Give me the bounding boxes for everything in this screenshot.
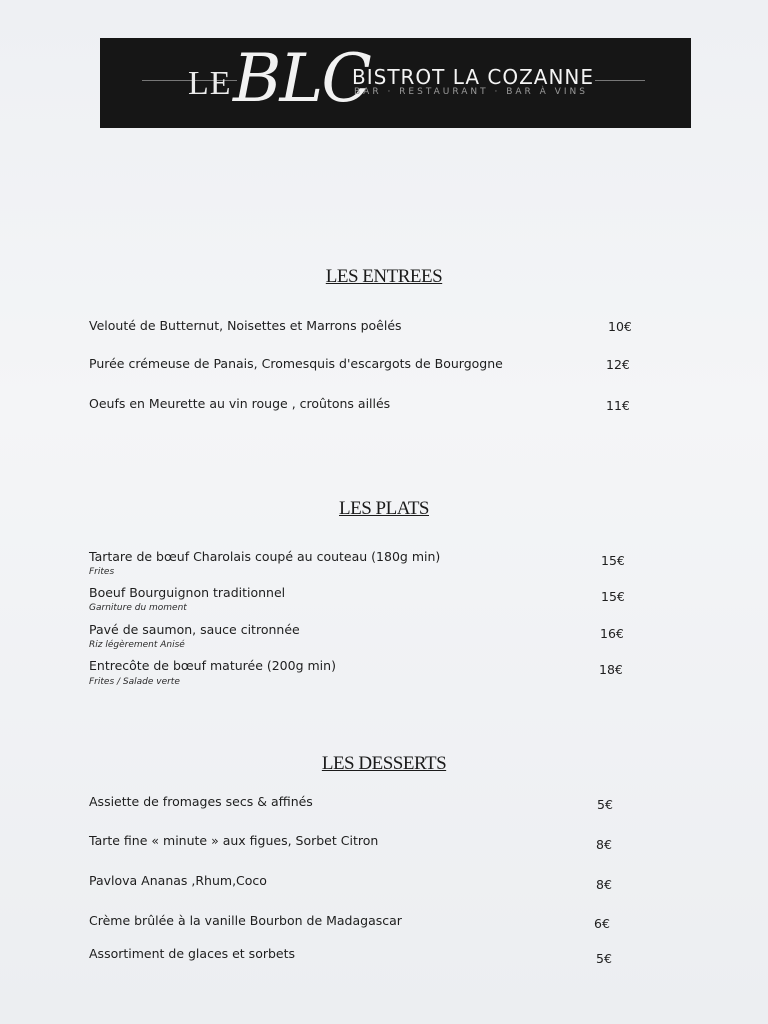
menu-item-name: Boeuf Bourguignon traditionnel (89, 585, 286, 600)
menu-item-price: 8€ (596, 837, 612, 852)
menu-item-name: Purée crémeuse de Panais, Cromesquis d'escargots de Bourgogne (89, 356, 503, 371)
section-title-entrees: LES ENTREES (325, 266, 443, 287)
menu-item-price: 5€ (597, 797, 613, 812)
ornament-line-right (595, 80, 645, 81)
menu-item-name: Velouté de Butternut, Noisettes et Marrons poêlés (89, 318, 402, 333)
menu-item-accompaniment: Garniture du moment (89, 603, 187, 613)
menu-item-price: 8€ (596, 877, 612, 892)
menu-item-name: Assortiment de glaces et sorbets (89, 946, 296, 961)
brand-le: LE (188, 65, 232, 102)
menu-item-name: Tartare de bœuf Charolais coupé au couteau (180g min) (89, 549, 441, 564)
menu-item-price: 16€ (600, 626, 624, 641)
menu-item-price: 15€ (601, 553, 625, 568)
section-title-plats: LES PLATS (339, 498, 429, 519)
restaurant-name: BISTROT LA COZANNE (352, 65, 595, 89)
restaurant-tagline: BAR · RESTAURANT · BAR À VINS (354, 87, 588, 97)
menu-item-accompaniment: Frites / Salade verte (89, 677, 180, 687)
menu-item-name: Tarte fine « minute » aux figues, Sorbet Citron (89, 833, 379, 848)
menu-item-accompaniment: Riz légèrement Anisé (89, 640, 185, 650)
menu-item-price: 6€ (594, 916, 610, 931)
menu-item-name: Assiette de fromages secs & affinés (89, 794, 313, 809)
menu-item-price: 11€ (606, 398, 630, 413)
menu-item-price: 5€ (596, 951, 612, 966)
menu-item-price: 12€ (606, 357, 630, 372)
menu-item-name: Crème brûlée à la vanille Bourbon de Madagascar (89, 913, 402, 928)
brand-logo-blc: BLC (233, 40, 370, 117)
section-title-desserts: LES DESSERTS (321, 753, 447, 774)
menu-item-name: Pavlova Ananas ,Rhum,Coco (89, 873, 267, 888)
menu-item-name: Oeufs en Meurette au vin rouge , croûtons aillés (89, 396, 391, 411)
menu-item-name: Pavé de saumon, sauce citronnée (89, 622, 300, 637)
menu-item-price: 15€ (601, 589, 625, 604)
menu-item-price: 18€ (599, 662, 623, 677)
menu-item-accompaniment: Frites (89, 567, 115, 577)
menu-item-price: 10€ (608, 319, 632, 334)
header-banner (100, 38, 691, 128)
menu-item-name: Entrecôte de bœuf maturée (200g min) (89, 658, 336, 673)
